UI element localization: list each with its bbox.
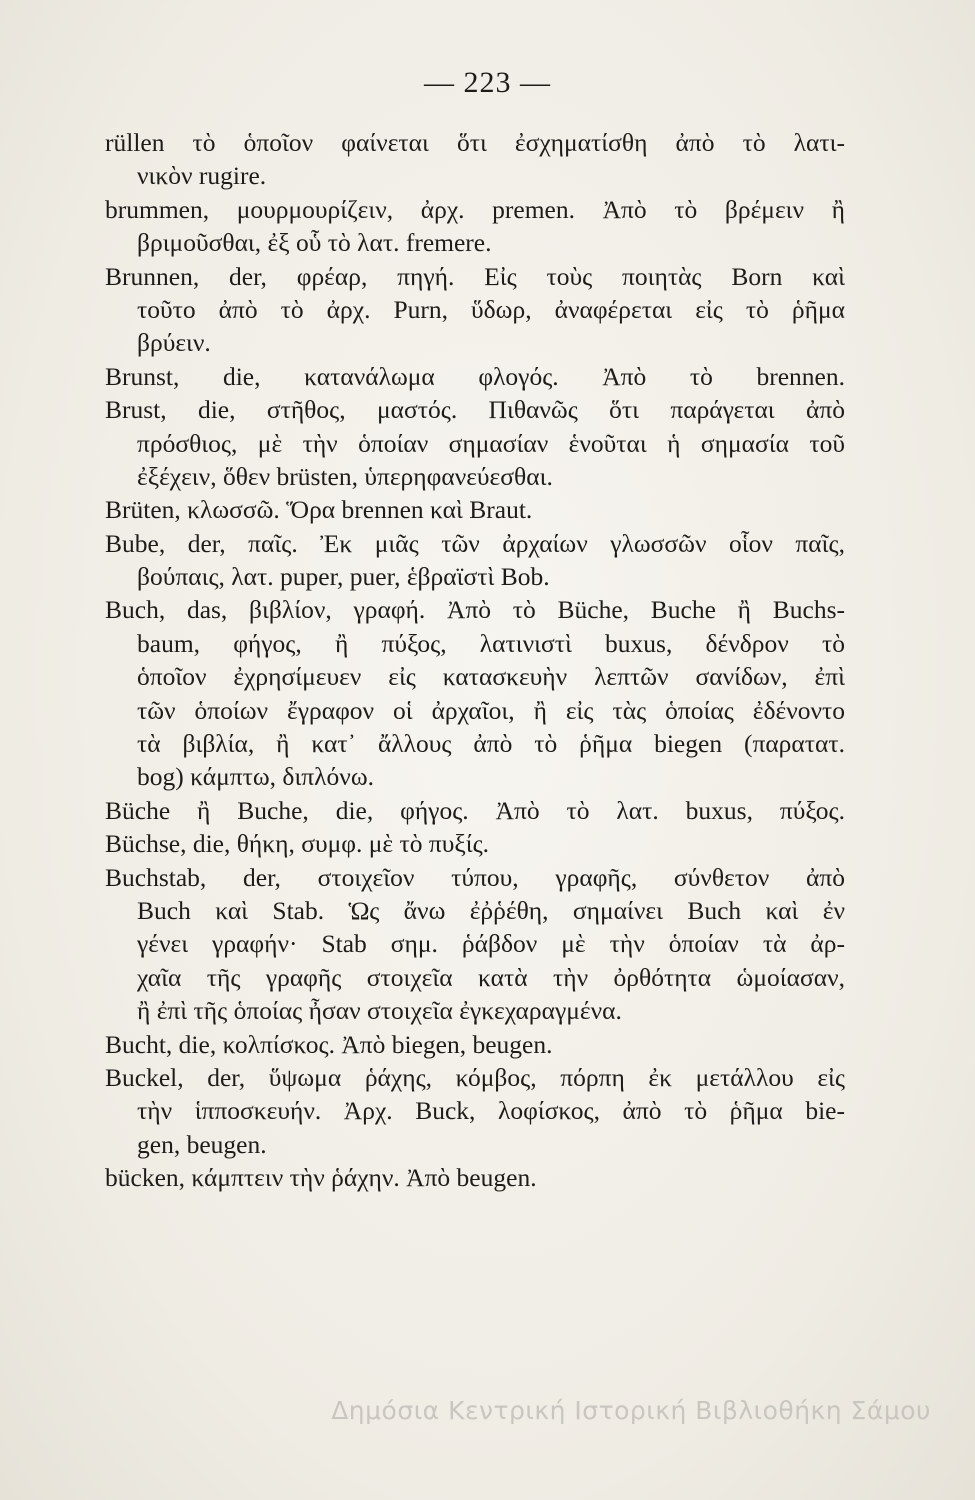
text-line: Buckel, der, ὕψωμα ῥάχης, κόμβος, πόρπη ἐκ μετάλλου εἰς [105, 1062, 845, 1092]
library-watermark: Δημόσια Κεντρική Ιστορική Βιβλιοθήκη Σάμου [331, 1396, 931, 1425]
text-line: Bube, der, παῖς. Ἐκ μιᾶς τῶν ἀρχαίων γλωσσῶν οἷον παῖς, [105, 528, 845, 558]
text-line: rüllen τὸ ὁποῖον φαίνεται ὅτι ἐσχηματίσθη ἀπὸ τὸ λατι- [105, 128, 845, 157]
text-line: βούπαις, λατ. puper, puer, ἑβραϊστὶ Bob. [137, 562, 550, 592]
text-line: χαῖα τῆς γραφῆς στοιχεῖα κατὰ τὴν ὀρθότητα ὡμοίασαν, [137, 962, 845, 992]
text-line: bog) κάμπτω, διπλόνω. [137, 762, 374, 792]
text-line: νικὸν rugire. [137, 161, 267, 191]
text-line: Buchstab, der, στοιχεῖον τύπου, γραφῆς, σύνθετον ἀπὸ [105, 862, 845, 892]
page-number: — 223 — [424, 66, 551, 99]
text-line: bücken, κάμπτειν τὴν ῥάχην. Ἀπὸ beugen. [105, 1163, 537, 1193]
text-line: Buch, das, βιβλίον, γραφή. Ἀπὸ τὸ Büche, Buche ἢ Buchs- [105, 595, 845, 625]
text-line: τὰ βιβλία, ἢ κατ᾽ ἄλλους ἀπὸ τὸ ῥῆμα biegen (παρατατ. [137, 729, 845, 759]
text-line: βριμοῦσθαι, ἐξ οὗ τὸ λατ. fremere. [137, 228, 492, 258]
text-line: τοῦτο ἀπὸ τὸ ἀρχ. Purn, ὕδωρ, ἀναφέρεται εἰς τὸ ῥῆμα [137, 294, 845, 324]
text-line: baum, φήγος, ἢ πύξος, λατινιστὶ buxus, δένδρον τὸ [137, 628, 845, 658]
text-line: Büchse, die, θήκη, συμφ. μὲ τὸ πυξίς. [105, 829, 490, 859]
text-line: βρύειν. [137, 328, 211, 358]
text-line: Brüten, κλωσσῶ. Ὅρα brennen καὶ Braut. [105, 495, 533, 525]
text-line: ἢ ἐπὶ τῆς ὁποίας ἦσαν στοιχεῖα ἐγκεχαραγμένα. [137, 996, 622, 1026]
text-line: Büche ἢ Buche, die, φήγος. Ἀπὸ τὸ λατ. buxus, πύξος. [105, 795, 845, 825]
text-line: Brunnen, der, φρέαρ, πηγή. Εἰς τοὺς ποιητὰς Born καὶ [105, 261, 845, 291]
text-line: Brunst, die, κατανάλωμα φλογός. Ἀπὸ τὸ brennen. [105, 361, 845, 391]
text-line: Brust, die, στῆθος, μαστός. Πιθανῶς ὅτι παράγεται ἀπὸ [105, 395, 845, 425]
text-line: brummen, μουρμουρίζειν, ἀρχ. premen. Ἀπὸ τὸ βρέμειν ἢ [105, 194, 845, 224]
text-line: γένει γραφήν· Stab σημ. ῥάβδον μὲ τὴν ὁποίαν τὰ ἀρ- [137, 929, 845, 959]
text-line: Buch καὶ Stab. Ὡς ἄνω ἐῤῥέθη, σημαίνει Buch καὶ ἐν [137, 895, 845, 925]
text-line: ὁποῖον ἐχρησίμευεν εἰς κατασκευὴν λεπτῶν σανίδων, ἐπὶ [137, 662, 845, 692]
text-line: πρόσθιος, μὲ τὴν ὁποίαν σημασίαν ἑνοῦται ἡ σημασία τοῦ [137, 428, 845, 458]
text-line: τὴν ἱπποσκευήν. Ἀρχ. Buck, λοφίσκος, ἀπὸ τὸ ῥῆμα bie- [137, 1096, 845, 1126]
text-line: gen, beugen. [137, 1129, 267, 1159]
dictionary-entries [105, 126, 845, 1195]
text-line: ἐξέχειν, ὅθεν brüsten, ὑπερηφανεύεσθαι. [137, 461, 553, 491]
text-line: τῶν ὁποίων ἔγραφον οἱ ἀρχαῖοι, ἢ εἰς τὰς ὁποίας ἐδένοντο [137, 695, 845, 725]
text-line: Bucht, die, κολπίσκος. Ἀπὸ biegen, beugen. [105, 1029, 553, 1059]
